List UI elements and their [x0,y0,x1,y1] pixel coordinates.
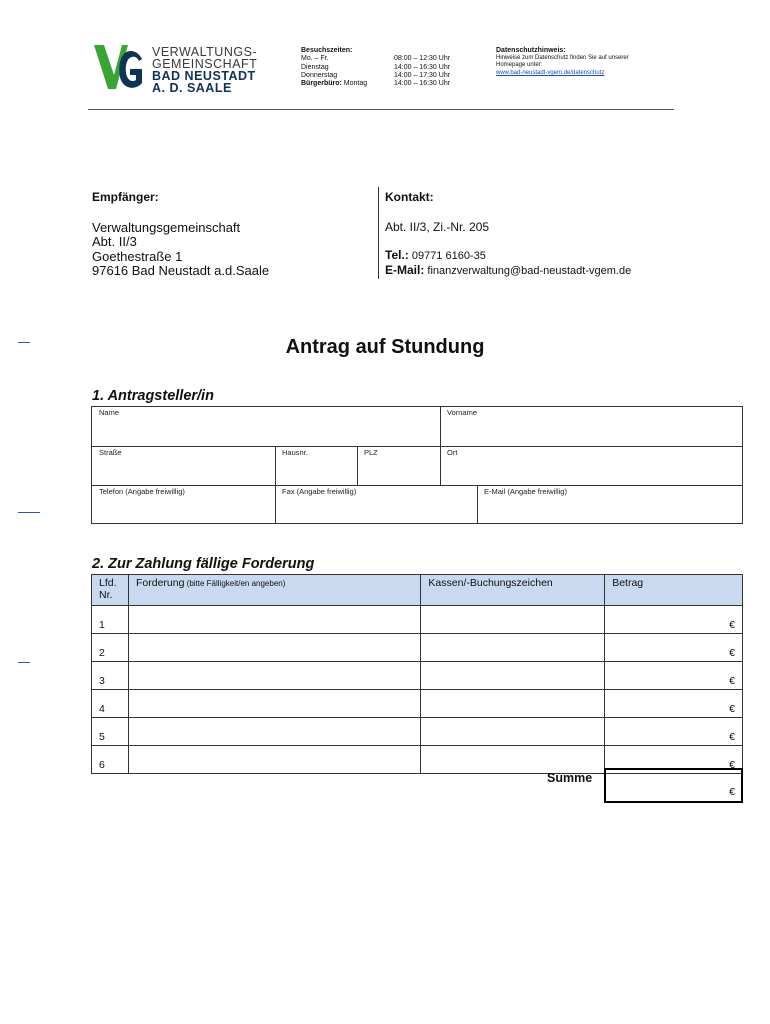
logo-line-2: GEMEINSCHAFT [152,57,258,71]
plz-field[interactable]: PLZ [364,448,378,457]
hours-row [301,64,450,72]
row-number: 2 [92,634,129,662]
recipient-line: Verwaltungsgemeinschaft [92,219,241,235]
header-divider [88,109,674,110]
betrag-cell[interactable]: € [605,718,743,746]
forderung-cell[interactable] [128,662,420,690]
phone-label: Tel.: [385,248,409,262]
logo-line-4: A. D. SAALE [152,81,232,95]
privacy-notice [496,47,636,77]
forderung-cell[interactable] [128,606,420,634]
betrag-cell[interactable]: € [605,606,743,634]
kassenzeichen-cell[interactable] [421,634,605,662]
privacy-title: Datenschutzhinweis: [496,47,566,54]
sum-field[interactable] [604,768,743,803]
forderung-label: Forderung [135,577,185,589]
recipient-line: 97616 Bad Neustadt a.d.Saale [92,263,270,278]
col-betrag: Betrag [605,575,743,606]
visiting-hours [301,47,450,88]
buergerbuero-day: Montag [341,80,368,88]
contact-label: Kontakt: [385,190,434,204]
fold-mark [18,662,30,663]
row-number: 1 [92,606,129,634]
ort-field[interactable]: Ort [447,448,458,457]
forderung-cell[interactable] [128,634,420,662]
section-2-heading: 2. Zur Zahlung fällige Forderung [92,556,315,572]
grid-line [92,446,742,447]
fax-field[interactable]: Fax (Angabe freiwillig) [282,487,357,496]
recipient-line: Goethestraße 1 [92,248,183,264]
hours-day: Donnerstag [301,71,338,79]
table-row [92,662,743,690]
hours-day: Dienstag [301,63,329,71]
table-row [92,634,743,662]
contact-email [385,263,631,278]
hours-row [301,72,450,80]
table-row [92,606,743,634]
grid-line [92,485,742,486]
contact-divider [378,187,379,279]
contact-room: Abt. II/3, Zi.-Nr. 205 [385,220,490,234]
visiting-hours-title: Besuchszeiten: [301,47,353,54]
claims-table [91,574,743,774]
hours-time: 14:00 – 16:30 Uhr [394,63,451,71]
telefon-field[interactable]: Telefon (Angabe freiwillig) [99,487,185,496]
forderung-cell[interactable] [128,746,420,774]
row-number: 4 [92,690,129,718]
kassenzeichen-cell[interactable] [421,662,605,690]
grid-line [275,446,276,485]
row-number: 6 [92,746,129,774]
email-value[interactable]: finanzverwaltung@bad-neustadt-vgem.de [424,265,632,277]
grid-line [275,485,276,524]
email-label: E-Mail: [385,263,425,277]
table-row [92,690,743,718]
contact-block [385,190,631,278]
hours-row [301,80,450,88]
row-number: 5 [92,718,129,746]
col-lfd-nr: Lfd. Nr. [92,575,129,606]
hours-time: 14:00 – 17:30 Uhr [394,71,451,79]
grid-line [440,446,441,485]
strasse-field[interactable]: Straße [99,448,122,457]
applicant-form [91,406,743,524]
kassenzeichen-cell[interactable] [421,718,605,746]
forderung-cell[interactable] [128,718,420,746]
hausnr-field[interactable]: Hausnr. [282,448,308,457]
logo-line-1: VERWALTUNGS- [152,45,258,59]
sum-label: Summe [547,771,593,785]
sum-currency: € [729,786,735,798]
row-number: 3 [92,662,129,690]
grid-line [440,407,441,446]
betrag-cell[interactable]: € [605,746,743,774]
betrag-cell[interactable]: € [605,634,743,662]
table-row [92,718,743,746]
betrag-cell[interactable]: € [605,662,743,690]
grid-line [477,485,478,524]
vorname-field[interactable]: Vorname [447,408,478,417]
kassenzeichen-cell[interactable] [421,606,605,634]
document-title: Antrag auf Stundung [285,336,485,358]
hours-row [301,55,450,63]
kassenzeichen-cell[interactable] [421,746,605,774]
fold-mark [18,512,40,513]
vg-logo-icon [94,45,144,91]
logo-line-3: BAD NEUSTADT [152,69,256,83]
email-field[interactable]: E-Mail (Angabe freiwillig) [484,487,567,496]
phone-value: 09771 6160-35 [408,250,486,262]
col-kassenzeichen: Kassen/-Buchungszeichen [421,575,605,606]
recipient-line: Abt. II/3 [92,234,137,249]
recipient-label: Empfänger: [92,190,159,204]
hours-time: 08:00 – 12:30 Uhr [394,55,451,63]
forderung-hint: (bitte Fälligkeit/en angeben) [184,579,286,588]
name-field[interactable]: Name [99,408,120,417]
betrag-cell[interactable]: € [605,690,743,718]
buergerbuero-time: 14:00 – 16:30 Uhr [394,80,451,88]
grid-line [357,446,358,485]
section-1-heading: 1. Antragsteller/in [92,388,214,404]
recipient-block [92,190,269,279]
col-forderung [128,575,420,606]
kassenzeichen-cell[interactable] [421,690,605,718]
contact-phone [385,248,631,263]
privacy-link[interactable]: www.bad-neustadt-vgem.de/datenschutz [496,69,605,76]
claims-header-row [92,575,743,606]
forderung-cell[interactable] [128,690,420,718]
logo-wordmark [152,46,257,94]
buergerbuero-label: Bürgerbüro: [301,80,342,88]
privacy-text: Hinweise zum Datenschutz finden Sie auf unserer Homepage unter: [496,54,629,69]
hours-day: Mo. – Fr. [301,55,329,63]
